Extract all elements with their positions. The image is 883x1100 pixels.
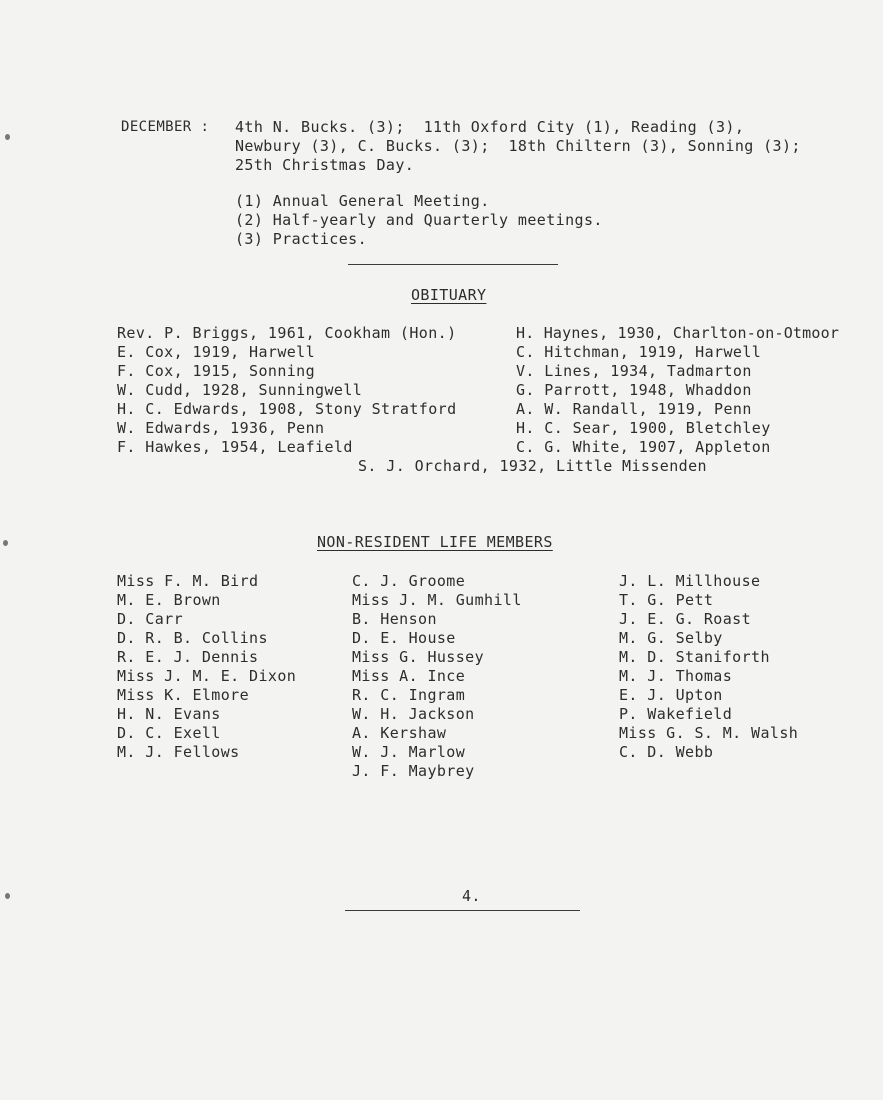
member-name: P. Wakefield (619, 705, 733, 723)
obituary-entry: W. Cudd, 1928, Sunningwell (117, 381, 363, 399)
page-number: 4. (462, 887, 481, 905)
obituary-entry: V. Lines, 1934, Tadmarton (516, 362, 752, 380)
member-name: T. G. Pett (619, 591, 714, 609)
member-name: M. G. Selby (619, 629, 723, 647)
binding-hole (5, 893, 10, 899)
member-name: D. C. Exell (117, 724, 221, 742)
members-title: NON-RESIDENT LIFE MEMBERS (317, 533, 553, 551)
obituary-entry: C. G. White, 1907, Appleton (516, 438, 771, 456)
member-name: M. J. Fellows (117, 743, 240, 761)
legend-item: (2) Half-yearly and Quarterly meetings. (235, 211, 603, 229)
legend-item: (1) Annual General Meeting. (235, 192, 490, 210)
member-name: Miss F. M. Bird (117, 572, 259, 590)
member-name: J. E. G. Roast (619, 610, 752, 628)
obituary-entry: H. C. Sear, 1900, Bletchley (516, 419, 771, 437)
member-name: Miss J. M. Gumhill (352, 591, 522, 609)
member-name: C. J. Groome (352, 572, 466, 590)
member-name: R. E. J. Dennis (117, 648, 259, 666)
member-name: Miss J. M. E. Dixon (117, 667, 297, 685)
obituary-entry: F. Cox, 1915, Sonning (117, 362, 316, 380)
obituary-entry: A. W. Randall, 1919, Penn (516, 400, 752, 418)
member-name: M. J. Thomas (619, 667, 733, 685)
december-line-2: Newbury (3), C. Bucks. (3); 18th Chiltern (3), Sonning (3); (235, 137, 801, 155)
member-name: Miss A. Ince (352, 667, 466, 685)
obituary-entry: W. Edwards, 1936, Penn (117, 419, 325, 437)
obituary-title: OBITUARY (411, 286, 487, 304)
obituary-entry: H. C. Edwards, 1908, Stony Stratford (117, 400, 457, 418)
binding-hole (5, 134, 10, 140)
member-name: B. Henson (352, 610, 437, 628)
member-name: M. D. Staniforth (619, 648, 770, 666)
footer-divider (345, 910, 580, 911)
divider (348, 264, 558, 265)
member-name: Miss G. S. M. Walsh (619, 724, 799, 742)
obituary-entry: C. Hitchman, 1919, Harwell (516, 343, 762, 361)
december-label: DECEMBER : (121, 119, 210, 135)
obituary-entry: H. Haynes, 1930, Charlton-on-Otmoor (516, 324, 840, 342)
member-name: D. Carr (117, 610, 184, 628)
obituary-entry: S. J. Orchard, 1932, Little Missenden (358, 457, 707, 475)
obituary-entry: G. Parrott, 1948, Whaddon (516, 381, 752, 399)
obituary-entry: F. Hawkes, 1954, Leafield (117, 438, 353, 456)
binding-hole (3, 540, 8, 546)
member-name: D. E. House (352, 629, 456, 647)
member-name: E. J. Upton (619, 686, 723, 704)
member-name: Miss G. Hussey (352, 648, 485, 666)
legend-item: (3) Practices. (235, 230, 368, 248)
december-line-3: 25th Christmas Day. (235, 156, 415, 174)
december-line-1: 4th N. Bucks. (3); 11th Oxford City (1), Reading (3), (235, 118, 745, 136)
member-name: H. N. Evans (117, 705, 221, 723)
member-name: W. H. Jackson (352, 705, 475, 723)
member-name: W. J. Marlow (352, 743, 466, 761)
member-name: C. D. Webb (619, 743, 714, 761)
member-name: D. R. B. Collins (117, 629, 268, 647)
member-name: Miss K. Elmore (117, 686, 250, 704)
member-name: J. F. Maybrey (352, 762, 475, 780)
member-name: R. C. Ingram (352, 686, 466, 704)
member-name: J. L. Millhouse (619, 572, 761, 590)
obituary-entry: E. Cox, 1919, Harwell (117, 343, 316, 361)
obituary-entry: Rev. P. Briggs, 1961, Cookham (Hon.) (117, 324, 457, 342)
member-name: M. E. Brown (117, 591, 221, 609)
member-name: A. Kershaw (352, 724, 447, 742)
